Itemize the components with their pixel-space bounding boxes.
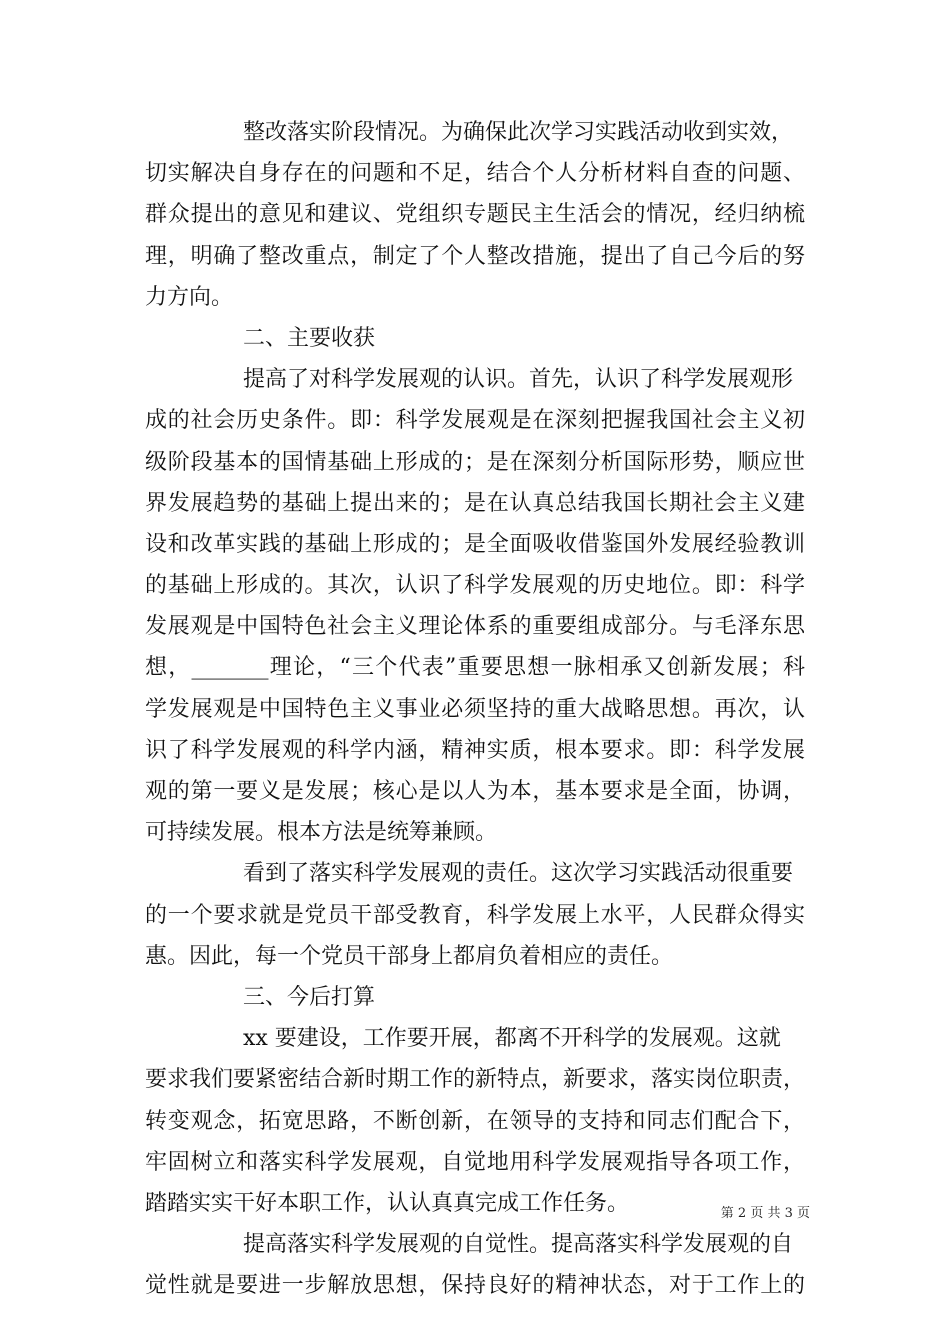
paragraph-line: 的一个要求就是党员干部受教育，科学发展上水平，人民群众得实 (145, 902, 805, 928)
paragraph-line: 发展观是中国特色社会主义理论体系的重要组成部分。与毛泽东思 (145, 614, 805, 640)
body-text (145, 112, 805, 1306)
paragraph-line: 惠。因此，每一个党员干部身上都肩负着相应的责任。 (145, 943, 674, 969)
page-number: 第 2 页 共 3 页 (720, 1206, 810, 1221)
paragraph-line: 整改落实阶段情况。为确保此次学习实践活动收到实效， (243, 120, 794, 145)
paragraph-line: 设和改革实践的基础上形成的；是全面吸收借鉴国外发展经验教训 (145, 531, 805, 557)
paragraph-line: 群众提出的意见和建议、党组织专题民主生活会的情况，经归纳梳 (145, 202, 805, 228)
paragraph-line: 提高落实科学发展观的自觉性。提高落实科学发展观的自 (243, 1232, 794, 1258)
paragraph-line: 提高了对科学发展观的认识。首先，认识了科学发展观形 (243, 367, 794, 393)
paragraph-line: xx 要建设，工作要开展，都离不开科学的发展观。这就 (243, 1026, 781, 1052)
paragraph-line: 界发展趋势的基础上提出来的；是在认真总结我国长期社会主义建 (145, 490, 805, 516)
paragraph-line: 要求我们要紧密结合新时期工作的新特点，新要求，落实岗位职责， (145, 1067, 806, 1093)
paragraph-line: 理，明确了整改重点，制定了个人整改措施，提出了自己今后的努 (145, 243, 805, 269)
paragraph-line: 成的社会历史条件。即：科学发展观是在深刻把握我国社会主义初 (145, 408, 805, 434)
section-heading: 三、今后打算 (243, 984, 376, 1010)
paragraph-line: 观的第一要义是发展；核心是以人为本，基本要求是全面，协调， (145, 779, 805, 804)
paragraph-line: 牢固树立和落实科学发展观，自觉地用科学发展观指导各项工作， (145, 1149, 805, 1175)
paragraph-line: 力方向。 (145, 284, 234, 310)
paragraph-line: 识了科学发展观的科学内涵，精神实质，根本要求。即：科学发展 (145, 737, 805, 763)
paragraph-line: 想，_______理论，“三个代表”重要思想一脉相承又创新发展；科 (145, 655, 805, 681)
paragraph-line: 可持续发展。根本方法是统筹兼顾。 (145, 820, 498, 846)
paragraph-line: 学发展观是中国特色主义事业必须坚持的重大战略思想。再次，认 (145, 696, 805, 722)
paragraph-line: 转变观念，拓宽思路，不断创新，在领导的支持和同志们配合下， (145, 1108, 805, 1134)
paragraph-line: 觉性就是要进一步解放思想，保持良好的精神状态，对于工作上的 (145, 1273, 805, 1299)
paragraph-line: 级阶段基本的国情基础上形成的；是在深刻分析国际形势，顺应世 (145, 449, 805, 475)
paragraph-line: 切实解决自身存在的问题和不足，结合个人分析材料自查的问题、 (145, 161, 805, 187)
paragraph-line: 踏踏实实干好本职工作，认认真真完成工作任务。 (145, 1190, 630, 1216)
paragraph-line: 看到了落实科学发展观的责任。这次学习实践活动很重要 (243, 861, 794, 887)
section-heading: 二、主要收获 (243, 325, 376, 351)
paragraph-line: 的基础上形成的。其次，认识了科学发展观的历史地位。即：科学 (145, 573, 805, 599)
